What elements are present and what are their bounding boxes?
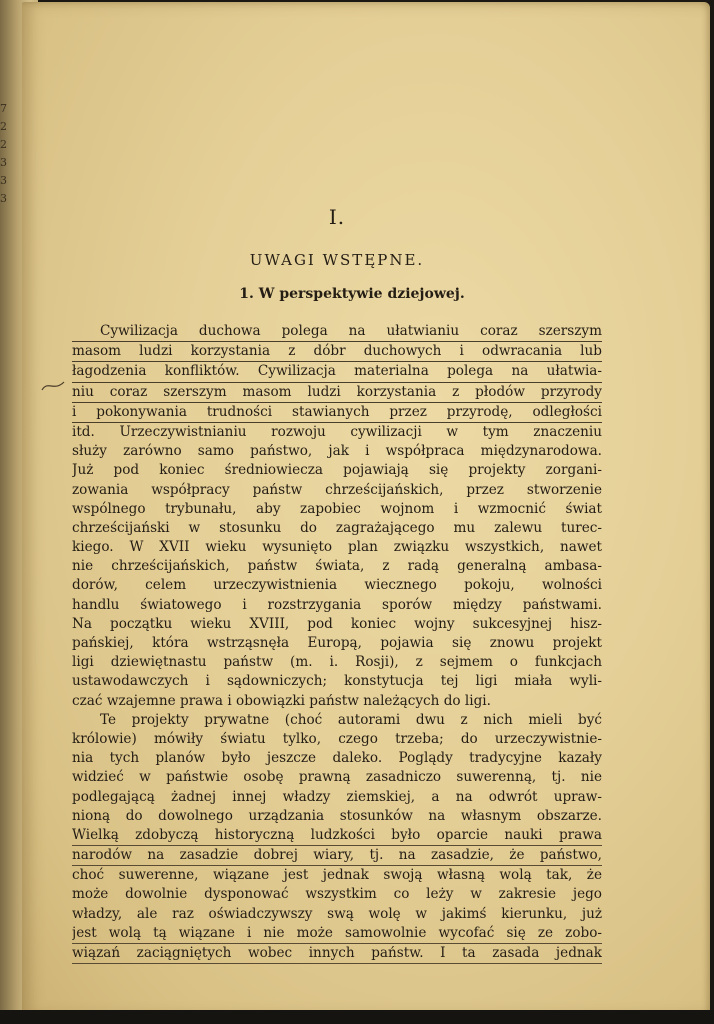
text-line: królowie) mówiły światu tylko, czego trzeba; do urzeczywistnie- <box>72 730 602 747</box>
text-line: Te projekty prywatne (choć autorami dwu z nich mieli być <box>100 711 602 728</box>
text-line: niu coraz szerszym masom ludzi korzystania z płodów przyrody <box>72 383 602 403</box>
text-line: ustawodawczych i sądowniczych; konstytucja tej ligi miała wyli- <box>72 673 602 690</box>
text-line: może dowolnie dysponować wszystkim co leży w zakresie jego <box>72 886 602 903</box>
text-line: wiązań zaciągniętych wobec innych państw. I ta zasada jednak <box>72 944 602 964</box>
text-line: Cywilizacja duchowa polega na ułatwianiu coraz szerszym <box>72 322 602 342</box>
text-line: jest wolą tą wiązane i nie może samowolnie wycofać się ze zobo- <box>72 924 602 944</box>
chapter-title: UWAGI WSTĘPNE. <box>249 251 425 269</box>
text-line: ligi dziewiętnastu państw (m. i. Rosji), z sejmem o funkcjach <box>72 654 602 671</box>
edge-margin-digits <box>0 100 10 208</box>
text-line: zowania współpracy państw chrześcijańskich, przez stworzenie <box>72 481 602 498</box>
text-line: i pokonywania trudności stawianych przez przyrodę, odległości <box>72 403 602 423</box>
text-line: handlu światowego i rozstrzygania sporów między państwami. <box>72 596 602 613</box>
section-heading: 1. W perspektywie dziejowej. <box>239 286 465 302</box>
text-line: wspólnego trybunału, aby zapobiec wojnom i wzmocnić świat <box>72 500 602 517</box>
text-line: nioną do dowolnego urządzania stosunków na własnym obszarze. <box>72 807 602 824</box>
body-paragraphs <box>72 322 602 964</box>
text-line: podlegającą żadnej innej władzy ziemskiej, a na odwrót upraw- <box>72 788 602 805</box>
text-line: pańskiej, która wstrząsnęła Europą, pojawia się znowu projekt <box>72 635 602 651</box>
edge-digit: 7 <box>0 102 7 115</box>
text-line: służy zarówno samo państwo, jak i współpraca międzynarodowa. <box>72 443 602 460</box>
text-line: czać wzajemne prawa i obowiązki państw należących do ligi. <box>72 692 491 709</box>
pencil-scribble-mark <box>40 376 66 394</box>
text-line: kiego. W XVII wieku wysunięto plan związku wszystkich, nawet <box>72 539 602 556</box>
chapter-number: I. <box>328 205 346 229</box>
text-line: narodów na zasadzie dobrej wiary, tj. na zasadzie, że państwo, <box>72 846 602 866</box>
edge-digit: 2 <box>0 120 7 133</box>
text-line: choć suwerenne, wiązane jest jednak swoją własną wolą tak, że <box>72 867 602 884</box>
page-text-column <box>72 202 602 964</box>
text-line: itd. Urzeczywistnianiu rozwoju cywilizacji w tym znaczeniu <box>72 423 602 440</box>
edge-digit: 3 <box>0 174 7 187</box>
text-line: chrześcijański w stosunku do zagrażającego mu zalewu turec- <box>72 519 602 536</box>
text-line: Już pod koniec średniowiecza pojawiają się projekty zorgani- <box>72 462 602 479</box>
text-line: nia tych planów było jeszcze daleko. Poglądy tradycyjne kazały <box>72 750 602 767</box>
text-line: masom ludzi korzystania z dóbr duchowych i odwracania lub <box>72 342 602 362</box>
text-line: Na początku wieku XVIII, pod koniec wojny sukcesyjnej hisz- <box>72 615 602 632</box>
text-line: łagodzenia konfliktów. Cywilizacja materialna polega na ułatwia- <box>72 362 602 382</box>
text-line: widzieć w państwie osobę prawną zasadniczo suwerenną, tj. nie <box>72 769 602 786</box>
text-line: Wielką zdobyczą historyczną ludzkości było oparcie nauki prawa <box>72 826 602 846</box>
text-line: dorów, celem urzeczywistnienia wiecznego pokoju, wolności <box>72 577 602 594</box>
text-line: nie chrześcijańskich, państw świata, z radą generalną ambasa- <box>72 558 602 575</box>
scan-background-strip <box>0 1010 714 1024</box>
edge-digit: 3 <box>0 156 7 169</box>
book-page <box>22 2 710 1016</box>
text-line: władzy, ale raz oświadczywszy swą wolę w jakimś kierunku, już <box>72 905 602 922</box>
edge-digit: 3 <box>0 192 7 205</box>
edge-digit: 2 <box>0 138 7 151</box>
